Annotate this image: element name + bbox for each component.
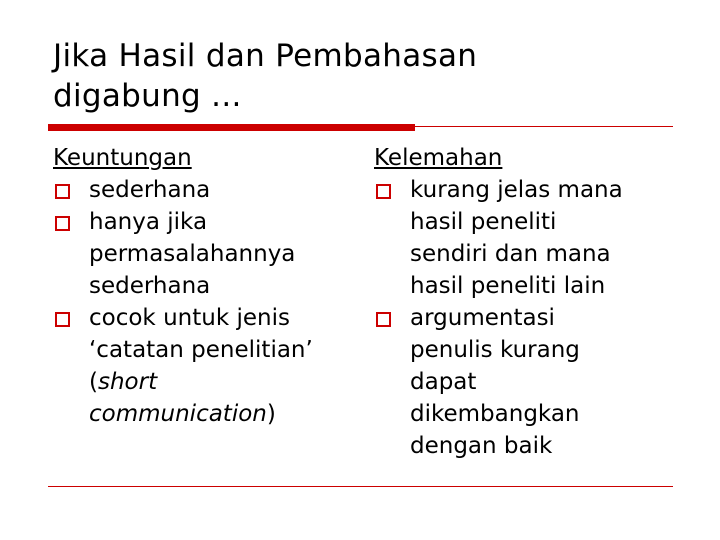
slide-title — [53, 36, 477, 116]
list-item: kurang jelas mana hasil peneliti sendiri dan mana hasil peneliti lain — [374, 174, 674, 302]
square-bullet-icon — [376, 312, 391, 327]
title-underline-thin — [415, 126, 673, 127]
advantages-list — [53, 174, 353, 430]
disadvantages-column — [374, 142, 674, 462]
list-item: cocok untuk jenis ‘catatan penelitian’ (short communication) — [53, 302, 353, 430]
disadvantages-heading: Kelemahan — [374, 145, 503, 171]
title-line-1: Jika Hasil dan Pembahasan — [53, 38, 478, 74]
list-item: sederhana — [53, 174, 353, 206]
square-bullet-icon — [55, 312, 70, 327]
list-item: argumentasi penulis kurang dapat dikembangkan dengan baik — [374, 302, 674, 462]
disadvantages-list — [374, 174, 674, 462]
square-bullet-icon — [376, 184, 391, 199]
advantages-column — [53, 142, 353, 430]
title-underline-bar — [48, 124, 415, 131]
footer-divider — [48, 486, 673, 487]
list-item: hanya jika permasalahannya sederhana — [53, 206, 353, 302]
advantages-heading: Keuntungan — [53, 145, 192, 171]
square-bullet-icon — [55, 184, 70, 199]
title-line-2: digabung ... — [53, 78, 242, 114]
square-bullet-icon — [55, 216, 70, 231]
